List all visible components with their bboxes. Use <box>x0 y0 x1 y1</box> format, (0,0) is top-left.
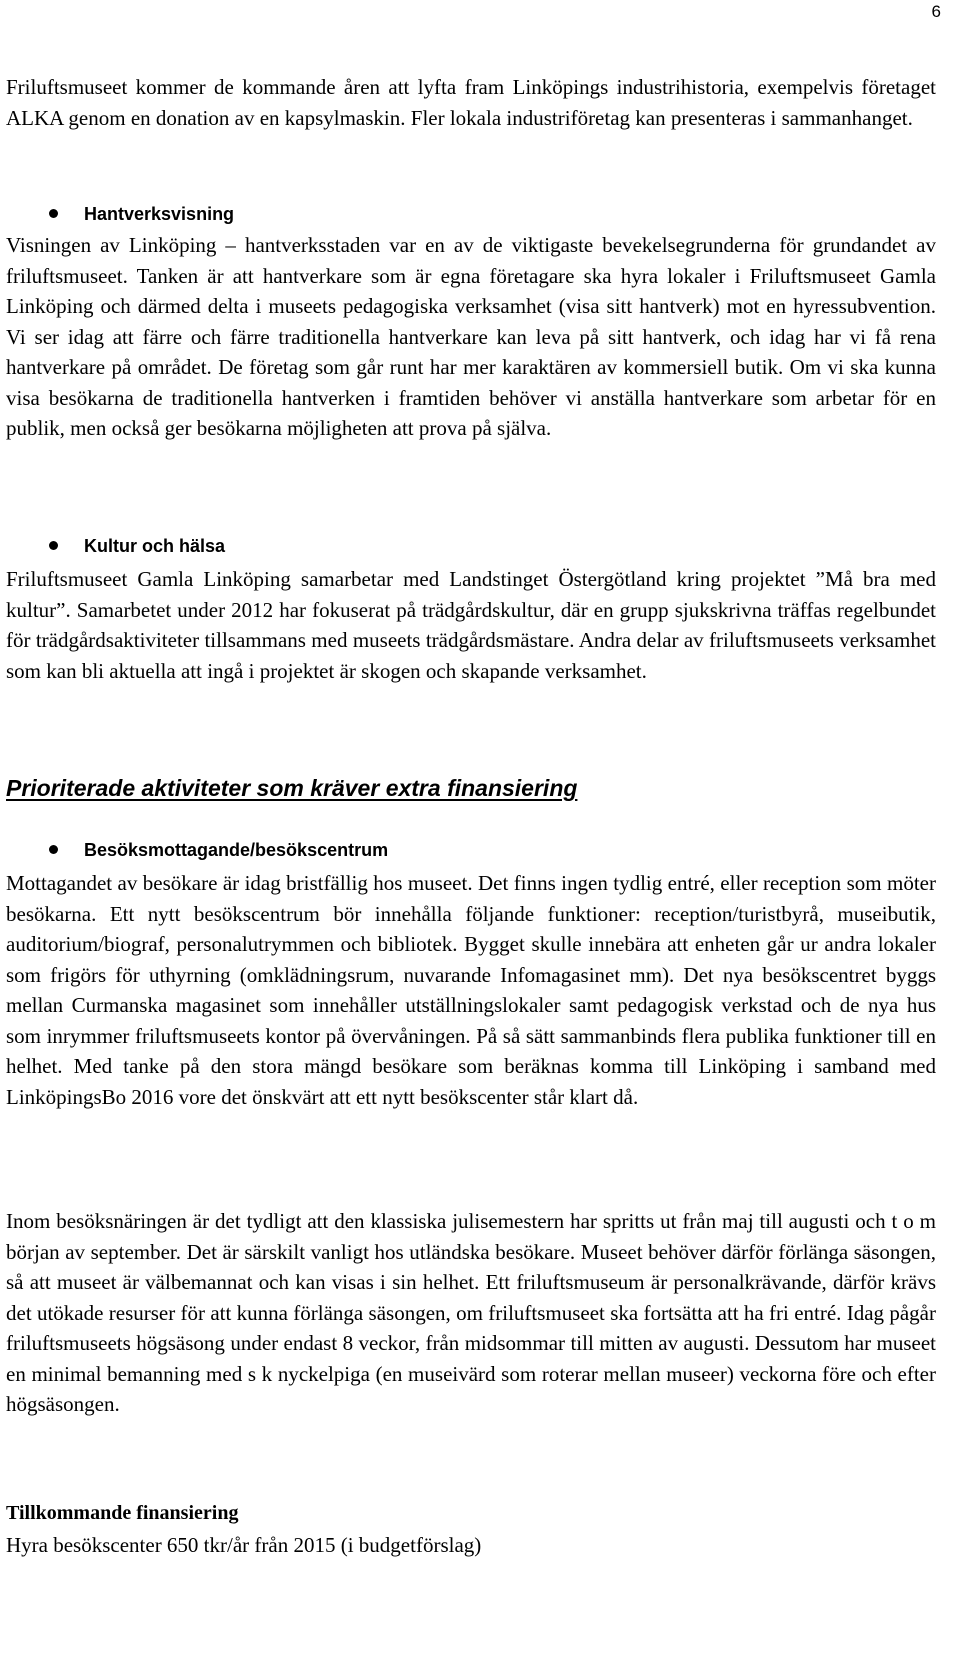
hantverk-paragraph: Visningen av Linköping – hantverksstaden var en av de viktigaste bevekelsegrunderna för grundandet av friluftsmuseet. Tanken är att hantverkare som är egna företagare ska hyra lokaler i Friluftsmuseet Gamla Linköping och därmed delta i museets pedagogiska verksamhet (visa sitt hantverk) mot en hyressubvention. Vi ser idag att färre och färre traditionella hantverkare kan leva på sitt hantverk, och idag har vi få rena hantverkare på området. De företag som går runt har mer karaktären av kommersiell butik. Om vi ska kunna visa besökarna de traditionella hantverken i framtiden behöver vi anställa hantverkare som arbetar för en publik, men också ger besökarna möjligheten att prova på själva. <box>6 233 936 440</box>
besok-paragraph: Mottagandet av besökare är idag bristfällig hos museet. Det finns ingen tydlig entré, eller reception som möter besökarna. Ett nytt besökscentrum bör innehålla följande funktioner: reception/turistbyrå, museibutik, auditorium/biograf, personalutrymmen och bibliotek. Bygget skulle innebära att enheten går ur andra lokaler som frigörs för uthyrning (omklädningsrum, nuvarande Infomagasinet mm). Det nya besökscentret byggs mellan Curmanska magasinet som innehåller utställningslokaler samt pedagogisk verkstad och de nya hus som inrymmer friluftsmuseets kontor på övervåningen. På så sätt sammanbinds flera publika funktioner till en helhet. Med tanke på den stora mängd besökare som beräknas komma till Linköping i samband med LinköpingsBo 2016 vore det önskvärt att ett nytt besökscenter står klart då. <box>6 871 936 1109</box>
financing-label: Tillkommande finansiering <box>6 1502 239 1524</box>
page-number: 6 <box>931 2 941 21</box>
bullet-icon <box>49 845 58 854</box>
bullet-icon <box>49 209 58 218</box>
financing-line: Hyra besökscenter 650 tkr/år från 2015 (i budgetförslag) <box>6 1533 482 1557</box>
kultur-paragraph: Friluftsmuseet Gamla Linköping samarbetar med Landstinget Östergötland kring projektet ”Må bra med kultur”. Samarbetet under 2012 har fokuserat på trädgårdskultur, där en grupp sjukskrivna träffas regelbundet för trädgårdsaktiviteter tillsammans med museets trädgårdsmästare. Andra delar av friluftsmuseets verksamhet som kan bli aktuella att ingå i projektet är skogen och skapande verksamhet. <box>6 567 936 683</box>
section-heading: Prioriterade aktiviteter som kräver extra finansiering <box>6 775 578 801</box>
season-paragraph: Inom besöksnäringen är det tydligt att den klassiska julisemestern har spritts ut från maj till augusti och t o m början av september. Det är särskilt vanligt hos utländska besökare. Museet behöver därför förlänga säsongen, så att museet är välbemannat och kan visas i sin helhet. Ett friluftsmuseum är personalkrävande, därför krävs det utökade resurser för att kunna förlänga säsongen, om friluftsmuseet ska fortsätta att ha fri entré. Idag pågår friluftsmuseets högsäsong under endast 8 veckor, från midsommar till mitten av augusti. Dessutom har museet en minimal bemanning med s k nyckelpiga (en museivärd som roterar mellan museer) veckorna före och efter högsäsongen. <box>6 1209 936 1416</box>
kultur-heading: Kultur och hälsa <box>84 536 226 556</box>
besok-heading: Besöksmottagande/besökscentrum <box>84 840 389 860</box>
hantverk-heading: Hantverksvisning <box>84 204 235 224</box>
intro-paragraph: Friluftsmuseet kommer de kommande åren att lyfta fram Linköpings industrihistoria, exempelvis företaget ALKA genom en donation av en kapsylmaskin. Fler lokala industriföretag kan presenteras i sammanhanget. <box>6 75 936 130</box>
bullet-icon <box>49 541 58 550</box>
